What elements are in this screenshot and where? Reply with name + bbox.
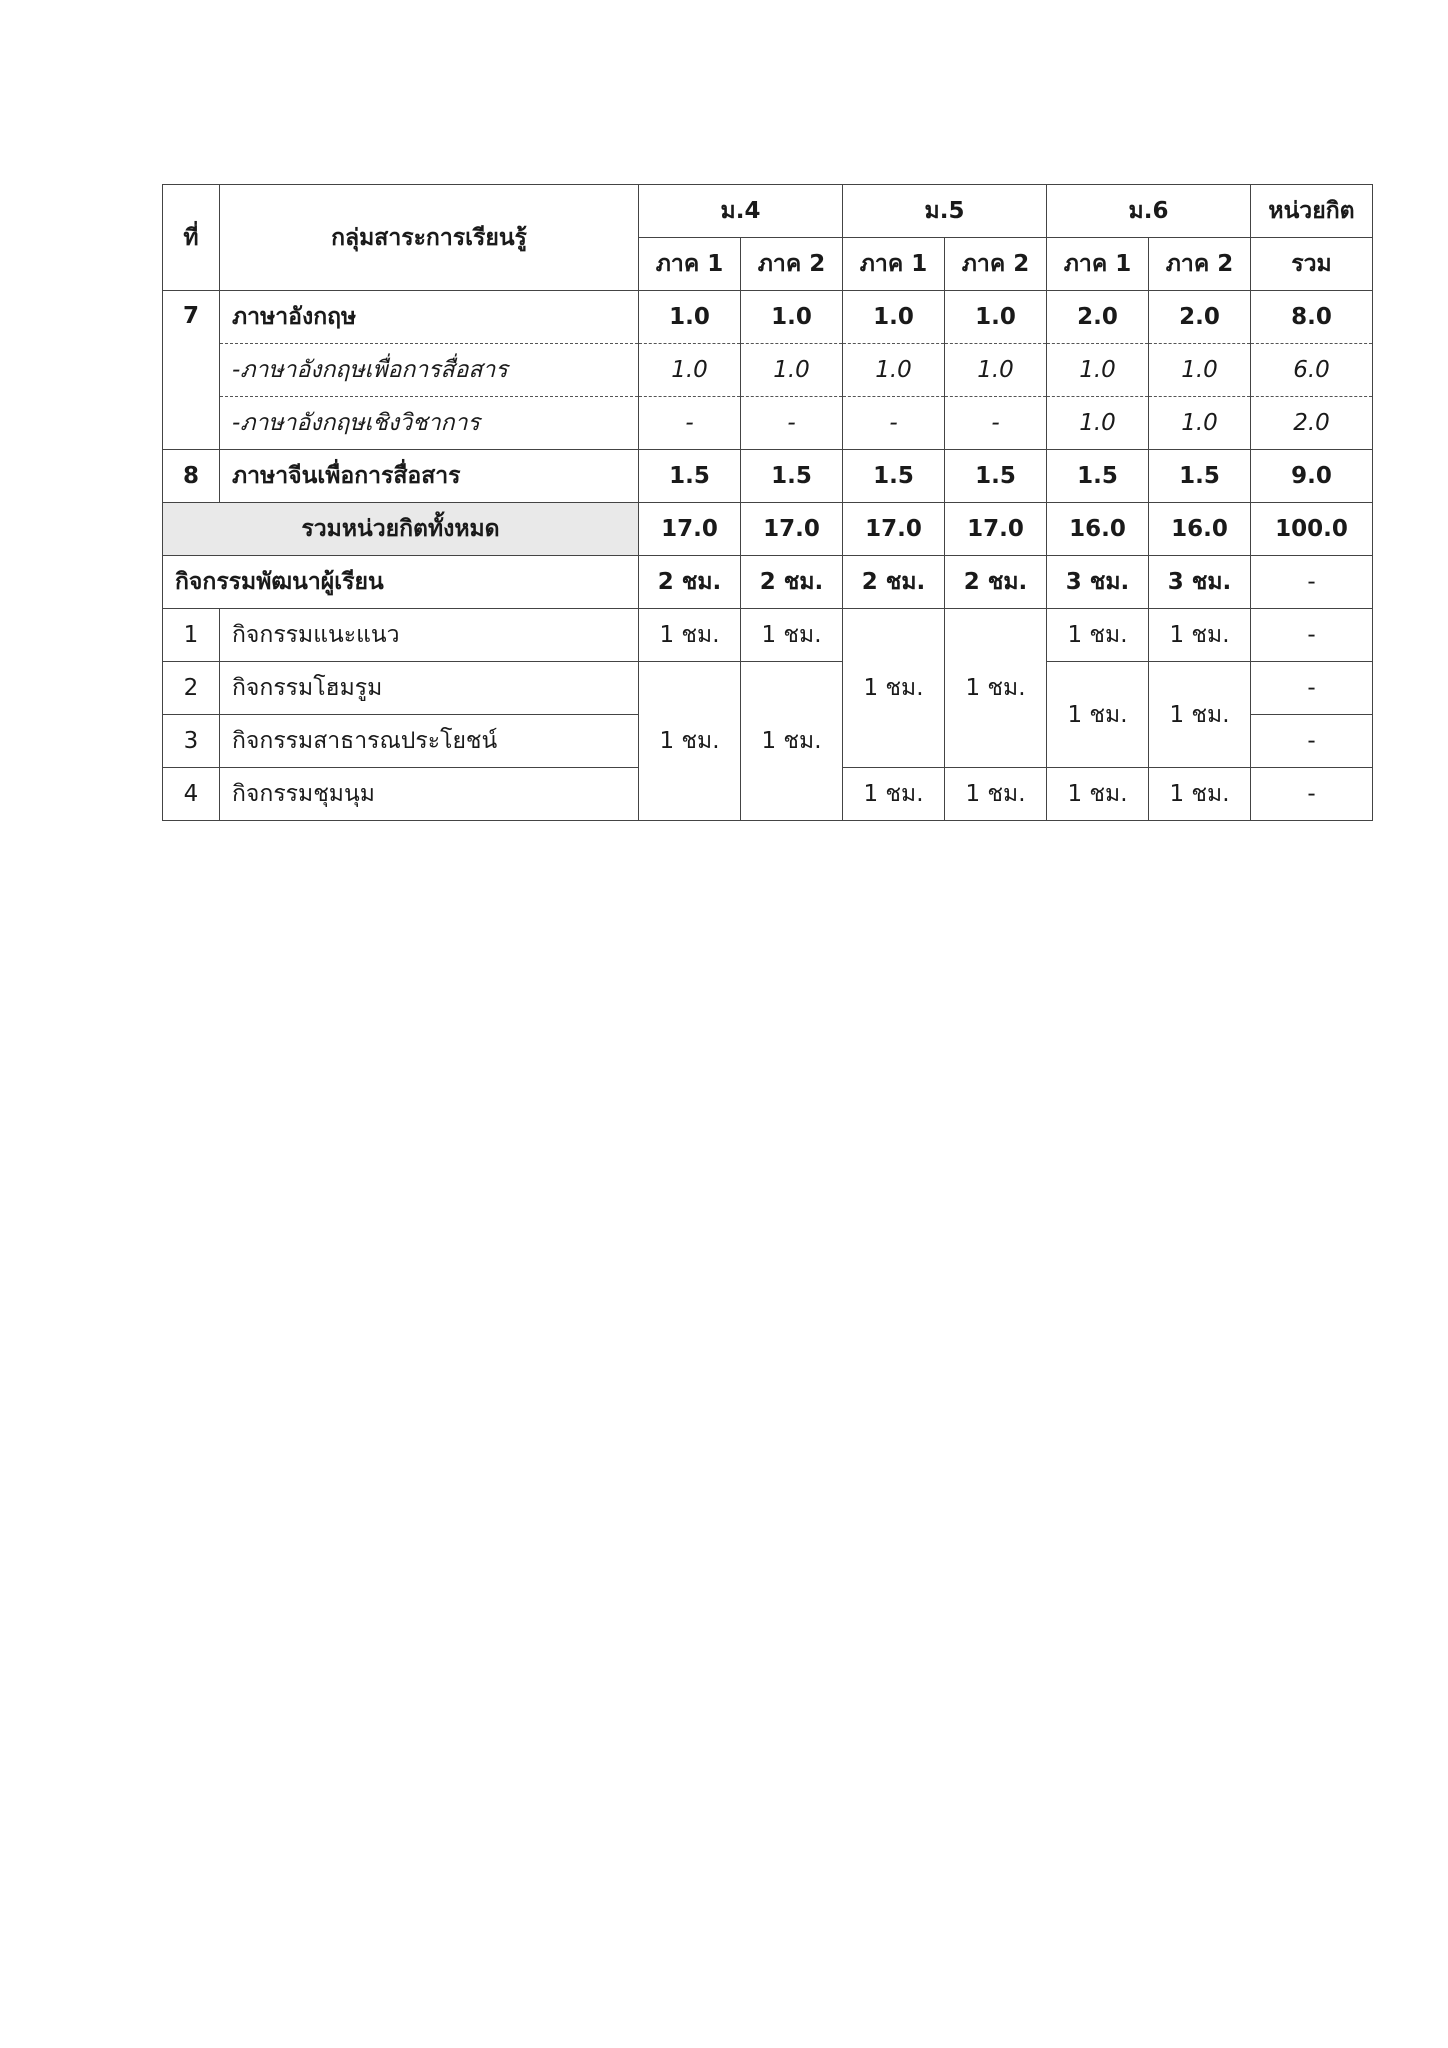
activity-name: กิจกรรมชุมนุม xyxy=(220,768,639,821)
hours-cell: 2 ชม. xyxy=(843,556,945,609)
hours-cell: 2 ชม. xyxy=(741,556,843,609)
hours-cell-merged: 1 ชม. xyxy=(741,662,843,821)
hours-cell: 1 ชม. xyxy=(945,768,1047,821)
header-grade-m6: ม.6 xyxy=(1047,185,1251,238)
credit-cell: 2.0 xyxy=(1149,291,1251,344)
credit-total: 2.0 xyxy=(1251,397,1373,450)
hours-cell: 1 ชม. xyxy=(1047,768,1149,821)
activity-name: กิจกรรมสาธารณประโยชน์ xyxy=(220,715,639,768)
hours-cell-merged: 1 ชม. xyxy=(639,662,741,821)
row-no: 7 xyxy=(163,291,220,450)
credit-cell: 1.0 xyxy=(741,291,843,344)
table-row-grand-total xyxy=(163,503,1373,556)
hours-total: - xyxy=(1251,768,1373,821)
hours-total: - xyxy=(1251,662,1373,715)
header-term: ภาค 2 xyxy=(945,238,1047,291)
header-term: ภาค 1 xyxy=(639,238,741,291)
credit-cell: 1.0 xyxy=(843,291,945,344)
credit-cell: 1.0 xyxy=(639,291,741,344)
hours-cell: 3 ชม. xyxy=(1149,556,1251,609)
activity-name: กิจกรรมโฮมรูม xyxy=(220,662,639,715)
header-term: ภาค 1 xyxy=(843,238,945,291)
credit-cell: 1.5 xyxy=(1047,450,1149,503)
hours-cell: 1 ชม. xyxy=(639,609,741,662)
credit-cell: 17.0 xyxy=(639,503,741,556)
activity-name: กิจกรรมแนะแนว xyxy=(220,609,639,662)
table-row-english-comm xyxy=(163,344,1373,397)
credit-cell: 1.5 xyxy=(1149,450,1251,503)
header-subject: กลุ่มสาระการเรียนรู้ xyxy=(220,185,639,291)
header-total-line2: รวม xyxy=(1251,238,1373,291)
hours-cell-merged: 1 ชม. xyxy=(1149,662,1251,768)
header-total-line1: หน่วยกิต xyxy=(1251,185,1373,238)
header-term: ภาค 2 xyxy=(1149,238,1251,291)
row-no: 8 xyxy=(163,450,220,503)
subject-name: ภาษาจีนเพื่อการสื่อสาร xyxy=(220,450,639,503)
header-no: ที่ xyxy=(163,185,220,291)
credit-cell: 1.5 xyxy=(741,450,843,503)
table-row-english xyxy=(163,291,1373,344)
credit-cell: 1.0 xyxy=(945,291,1047,344)
row-no: 4 xyxy=(163,768,220,821)
hours-cell: 2 ชม. xyxy=(639,556,741,609)
hours-cell: 1 ชม. xyxy=(1047,609,1149,662)
header-term: ภาค 2 xyxy=(741,238,843,291)
hours-cell-merged: 1 ชม. xyxy=(945,609,1047,768)
table-row-activities xyxy=(163,556,1373,609)
credit-total: 100.0 xyxy=(1251,503,1373,556)
credit-cell: 16.0 xyxy=(1149,503,1251,556)
table-row-english-academic xyxy=(163,397,1373,450)
hours-cell: 1 ชม. xyxy=(843,768,945,821)
grand-total-label: รวมหน่วยกิตทั้งหมด xyxy=(163,503,639,556)
credit-cell: 1.5 xyxy=(945,450,1047,503)
credit-cell: 1.0 xyxy=(1047,397,1149,450)
subject-name: -ภาษาอังกฤษเชิงวิชาการ xyxy=(220,397,639,450)
header-term: ภาค 1 xyxy=(1047,238,1149,291)
row-no: 1 xyxy=(163,609,220,662)
credit-cell: 17.0 xyxy=(843,503,945,556)
credit-cell: - xyxy=(843,397,945,450)
row-no: 3 xyxy=(163,715,220,768)
credit-cell: 1.0 xyxy=(945,344,1047,397)
table-row-activity-homeroom xyxy=(163,662,1373,715)
credit-cell: 17.0 xyxy=(945,503,1047,556)
hours-cell: 1 ชม. xyxy=(1149,768,1251,821)
credit-cell: - xyxy=(639,397,741,450)
credit-cell: 17.0 xyxy=(741,503,843,556)
credit-total: 9.0 xyxy=(1251,450,1373,503)
credit-cell: 1.0 xyxy=(1149,397,1251,450)
row-no: 2 xyxy=(163,662,220,715)
header-grade-m4: ม.4 xyxy=(639,185,843,238)
credit-total: 8.0 xyxy=(1251,291,1373,344)
credit-cell: 1.5 xyxy=(843,450,945,503)
credit-cell: - xyxy=(945,397,1047,450)
credit-cell: - xyxy=(741,397,843,450)
hours-cell-merged: 1 ชม. xyxy=(843,609,945,768)
credit-cell: 16.0 xyxy=(1047,503,1149,556)
credit-total: 6.0 xyxy=(1251,344,1373,397)
hours-cell-merged: 1 ชม. xyxy=(1047,662,1149,768)
credit-cell: 1.0 xyxy=(1047,344,1149,397)
subject-name: ภาษาอังกฤษ xyxy=(220,291,639,344)
hours-cell: 1 ชม. xyxy=(741,609,843,662)
subject-name: -ภาษาอังกฤษเพื่อการสื่อสาร xyxy=(220,344,639,397)
credit-cell: 1.0 xyxy=(639,344,741,397)
header-row-1 xyxy=(163,185,1373,238)
hours-total: - xyxy=(1251,715,1373,768)
header-grade-m5: ม.5 xyxy=(843,185,1047,238)
activities-label: กิจกรรมพัฒนาผู้เรียน xyxy=(163,556,639,609)
credit-cell: 2.0 xyxy=(1047,291,1149,344)
hours-cell: 2 ชม. xyxy=(945,556,1047,609)
table-row-activity-guidance xyxy=(163,609,1373,662)
credit-cell: 1.0 xyxy=(1149,344,1251,397)
curriculum-table xyxy=(162,184,1373,821)
table-row-chinese xyxy=(163,450,1373,503)
hours-cell: 1 ชม. xyxy=(1149,609,1251,662)
hours-total: - xyxy=(1251,609,1373,662)
credit-cell: 1.0 xyxy=(741,344,843,397)
hours-cell: 3 ชม. xyxy=(1047,556,1149,609)
credit-cell: 1.0 xyxy=(843,344,945,397)
hours-total: - xyxy=(1251,556,1373,609)
credit-cell: 1.5 xyxy=(639,450,741,503)
